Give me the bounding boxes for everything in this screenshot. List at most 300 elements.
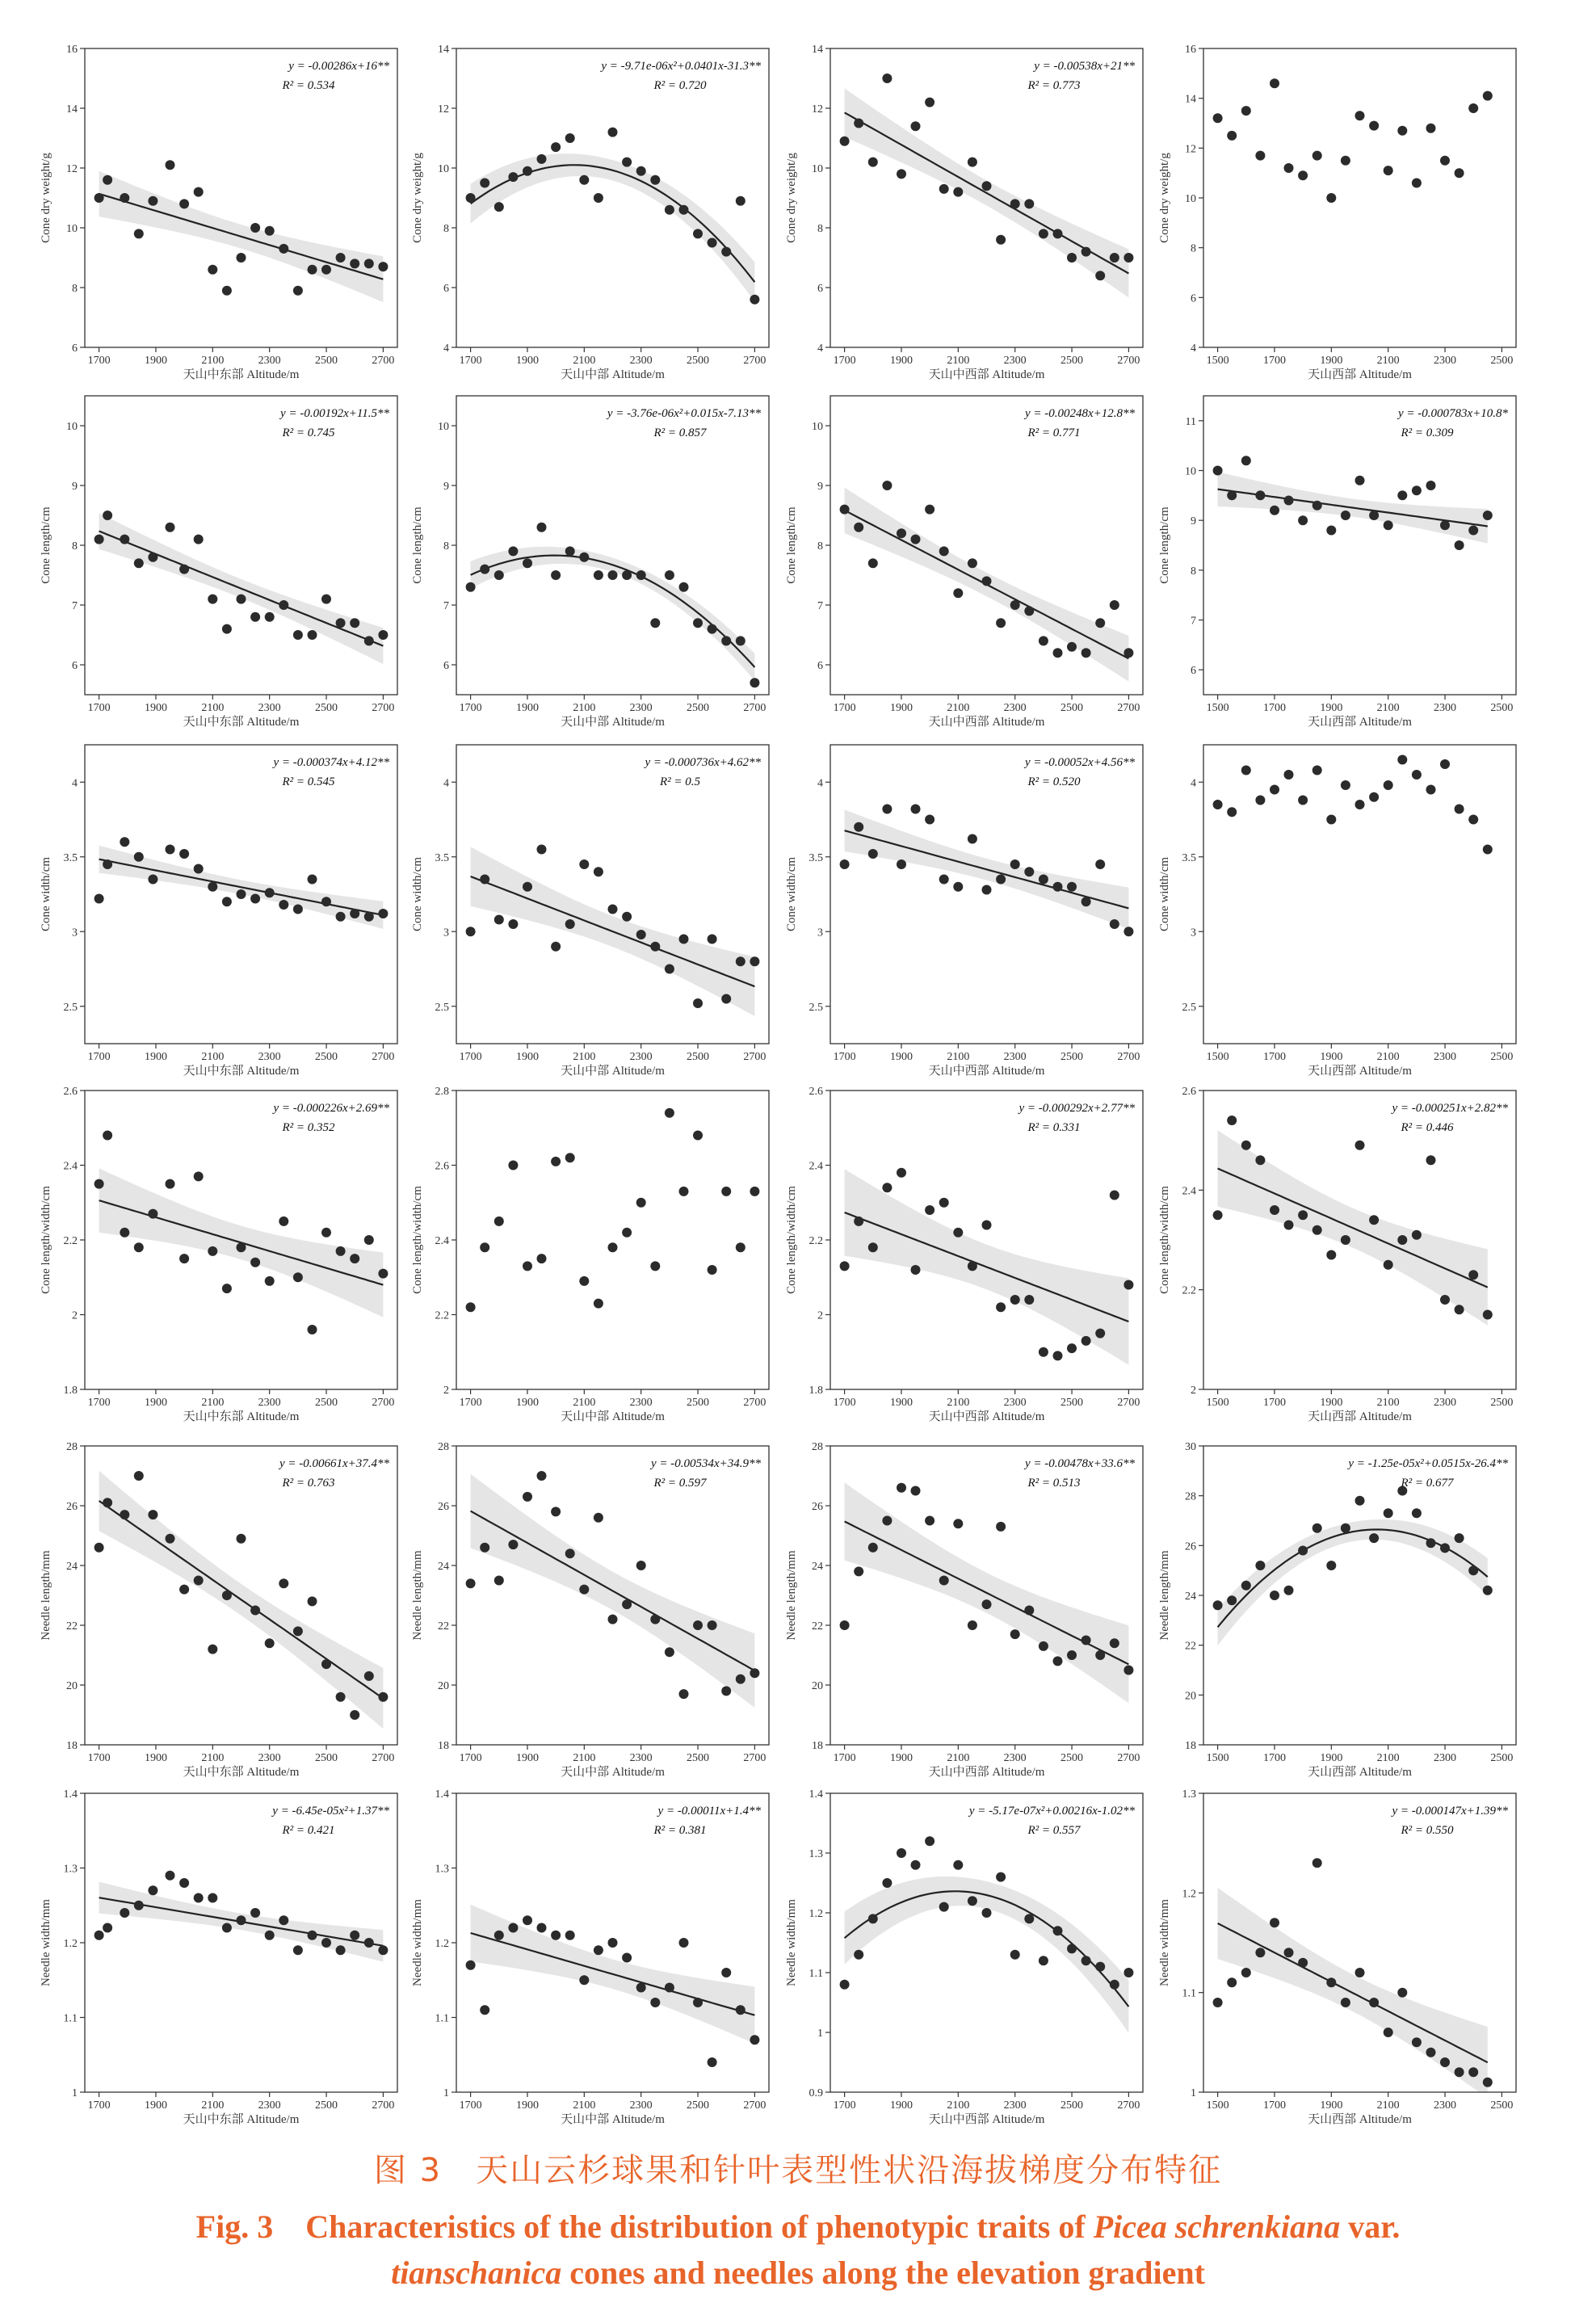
data-point xyxy=(868,558,878,568)
data-point xyxy=(103,511,112,520)
data-point xyxy=(120,193,129,203)
r-squared-label: R² = 0.421 xyxy=(282,1824,335,1837)
data-point xyxy=(94,193,104,203)
data-point xyxy=(1270,78,1279,88)
y-tick-label: 1.4 xyxy=(435,1788,449,1801)
data-point xyxy=(222,1284,232,1293)
data-point xyxy=(750,1187,759,1196)
data-point xyxy=(1326,815,1336,825)
x-tick-label: 2300 xyxy=(1003,1397,1027,1409)
data-point xyxy=(237,253,246,263)
x-tick-label: 2500 xyxy=(1060,1051,1084,1063)
y-tick-label: 4 xyxy=(817,343,823,355)
data-point xyxy=(1241,1968,1251,1977)
data-point xyxy=(1483,1310,1493,1320)
y-tick-label: 10 xyxy=(438,163,449,175)
data-point xyxy=(1039,875,1048,885)
y-tick-label: 1.3 xyxy=(435,1863,449,1876)
x-tick-label: 2500 xyxy=(687,1397,710,1409)
x-tick-label: 2700 xyxy=(743,1397,766,1409)
data-point xyxy=(1067,642,1077,652)
x-tick-label: 2500 xyxy=(1490,355,1514,367)
chart-panel-23 xyxy=(785,1788,1143,2126)
x-tick-label: 2500 xyxy=(315,2099,338,2112)
x-tick-label: 1700 xyxy=(87,1397,111,1409)
data-point xyxy=(537,1471,547,1481)
y-tick-label: 10 xyxy=(66,421,78,433)
regression-equation: y = -1.25e-05x²+0.0515x-26.4** xyxy=(1348,1457,1508,1470)
x-axis-label: 天山中东部 Altitude/m xyxy=(183,1766,300,1779)
y-tick-label: 26 xyxy=(66,1501,78,1513)
x-tick-label: 2700 xyxy=(743,1051,766,1063)
data-point xyxy=(1270,1591,1279,1600)
data-point xyxy=(279,600,288,610)
x-tick-label: 1500 xyxy=(1206,2099,1229,2112)
regression-equation: y = -0.000292x+2.77** xyxy=(1018,1102,1135,1115)
data-point xyxy=(103,1923,112,1933)
x-tick-label: 2500 xyxy=(315,702,338,714)
data-point xyxy=(982,1908,992,1918)
y-tick-label: 2.2 xyxy=(808,1235,823,1247)
data-point xyxy=(1284,163,1294,173)
y-tick-label: 28 xyxy=(438,1441,449,1453)
data-point xyxy=(364,1938,374,1948)
x-tick-label: 2300 xyxy=(1003,702,1027,714)
x-tick-label: 1900 xyxy=(515,1397,539,1409)
y-tick-label: 6 xyxy=(1191,665,1196,678)
x-tick-label: 1700 xyxy=(1262,355,1286,367)
data-point xyxy=(882,1878,892,1888)
x-tick-label: 1700 xyxy=(87,2099,111,2112)
data-point xyxy=(1082,1956,1091,1965)
y-tick-label: 2 xyxy=(817,1309,823,1322)
x-tick-label: 2300 xyxy=(629,702,653,714)
r-squared-label: R² = 0.771 xyxy=(1027,427,1081,439)
data-point xyxy=(968,1620,977,1630)
y-tick-label: 2.6 xyxy=(63,1086,78,1098)
data-point xyxy=(194,1576,204,1586)
x-tick-label: 1500 xyxy=(1206,702,1229,714)
data-point xyxy=(721,247,731,257)
regression-equation: y = -0.00052x+4.56** xyxy=(1024,756,1135,769)
data-point xyxy=(480,1242,489,1252)
data-point xyxy=(925,98,934,107)
data-point xyxy=(1298,796,1308,805)
data-point xyxy=(103,1498,112,1507)
x-tick-label: 2300 xyxy=(1434,355,1457,367)
chart-panel-12 xyxy=(1158,745,1516,1078)
x-tick-label: 1700 xyxy=(459,355,482,367)
x-tick-label: 2100 xyxy=(1376,1051,1400,1063)
data-point xyxy=(650,942,660,952)
data-point xyxy=(636,570,646,580)
x-tick-label: 2100 xyxy=(573,355,596,367)
r-squared-label: R² = 0.745 xyxy=(282,427,335,439)
y-tick-label: 6 xyxy=(817,660,823,672)
x-axis-label: 天山中西部 Altitude/m xyxy=(928,2113,1045,2126)
data-point xyxy=(250,1908,260,1918)
x-tick-label: 1700 xyxy=(1262,1397,1286,1409)
data-point xyxy=(665,964,674,974)
data-point xyxy=(1312,1858,1322,1868)
data-point xyxy=(1468,1565,1478,1575)
data-point xyxy=(968,1896,977,1906)
data-point xyxy=(693,618,703,628)
x-tick-label: 2700 xyxy=(372,1752,395,1764)
x-tick-label: 2700 xyxy=(372,2099,395,2112)
data-point xyxy=(565,1931,575,1940)
y-tick-label: 1.2 xyxy=(63,1938,78,1950)
data-point xyxy=(708,1620,717,1630)
y-tick-label: 8 xyxy=(72,283,78,295)
y-tick-label: 18 xyxy=(66,1740,78,1752)
x-axis-label: 天山中西部 Altitude/m xyxy=(928,1065,1045,1078)
x-tick-label: 1900 xyxy=(144,1051,167,1063)
x-tick-label: 2100 xyxy=(947,355,970,367)
data-point xyxy=(579,1975,589,1985)
data-point xyxy=(939,184,949,194)
data-point xyxy=(1110,1191,1119,1200)
data-point xyxy=(982,885,992,895)
data-point xyxy=(1397,126,1407,136)
data-point xyxy=(939,1576,949,1586)
y-tick-label: 22 xyxy=(812,1620,823,1633)
data-point xyxy=(1053,1926,1063,1935)
data-point xyxy=(537,523,547,532)
data-point xyxy=(1369,1215,1379,1225)
data-point xyxy=(222,897,232,906)
data-point xyxy=(1270,1918,1279,1927)
x-tick-label: 2700 xyxy=(1117,1397,1140,1409)
y-axis-label: Cone length/width/cm xyxy=(411,1186,424,1294)
regression-equation: y = -0.00192x+11.5** xyxy=(280,407,389,420)
data-point xyxy=(840,859,850,869)
data-point xyxy=(208,265,217,275)
chart-panel-4 xyxy=(1158,44,1516,381)
data-point xyxy=(665,1647,674,1657)
data-point xyxy=(996,1522,1006,1532)
chart-panel-24 xyxy=(1158,1788,1516,2126)
x-tick-label: 2500 xyxy=(1490,1051,1514,1063)
x-tick-label: 2700 xyxy=(372,1051,395,1063)
y-tick-label: 3 xyxy=(72,927,78,939)
x-tick-label: 1900 xyxy=(1320,702,1343,714)
y-axis-label: Cone width/cm xyxy=(785,856,798,932)
data-point xyxy=(636,166,646,176)
data-point xyxy=(1397,1235,1407,1245)
data-point xyxy=(736,2005,746,2015)
y-tick-label: 2.8 xyxy=(435,1086,449,1098)
data-point xyxy=(293,1626,303,1636)
x-tick-label: 1900 xyxy=(515,1051,539,1063)
y-tick-label: 24 xyxy=(438,1561,449,1573)
data-point xyxy=(466,1960,476,1970)
data-point xyxy=(120,1908,129,1918)
y-tick-label: 14 xyxy=(1185,93,1196,106)
y-tick-label: 28 xyxy=(66,1441,78,1453)
data-point xyxy=(1039,229,1048,238)
data-point xyxy=(364,1671,374,1681)
data-point xyxy=(94,1179,104,1189)
data-point xyxy=(321,1659,331,1669)
data-point xyxy=(996,875,1006,885)
data-point xyxy=(882,74,892,83)
data-point xyxy=(608,128,618,137)
data-point xyxy=(308,630,317,640)
data-point xyxy=(911,535,921,544)
y-tick-label: 10 xyxy=(812,163,823,175)
data-point xyxy=(1426,124,1436,133)
data-point xyxy=(1095,1650,1105,1660)
x-tick-label: 2100 xyxy=(201,1397,225,1409)
data-point xyxy=(293,286,303,296)
x-tick-label: 2700 xyxy=(1117,1051,1140,1063)
data-point xyxy=(222,1591,232,1600)
data-point xyxy=(1213,1998,1223,2007)
data-point xyxy=(250,223,260,233)
data-point xyxy=(565,546,575,556)
x-tick-label: 2300 xyxy=(629,355,653,367)
data-point xyxy=(565,1549,575,1558)
data-point xyxy=(350,1710,359,1720)
data-point xyxy=(594,1513,603,1523)
y-axis-label: Cone dry weight/g xyxy=(1158,153,1171,243)
x-tick-label: 1500 xyxy=(1206,1397,1229,1409)
data-point xyxy=(1010,1629,1020,1639)
data-point xyxy=(608,1938,618,1948)
data-point xyxy=(364,912,374,922)
y-tick-label: 14 xyxy=(66,103,78,116)
data-point xyxy=(996,1872,1006,1882)
data-point xyxy=(1455,1305,1464,1314)
data-point xyxy=(721,636,731,645)
data-point xyxy=(565,133,575,143)
data-point xyxy=(1369,792,1379,802)
regression-equation: y = -0.00534x+34.9** xyxy=(650,1457,761,1470)
data-point xyxy=(1326,1977,1336,1987)
data-point xyxy=(194,535,204,544)
regression-equation: y = -3.76e-06x²+0.015x-7.13** xyxy=(607,407,761,420)
data-point xyxy=(1010,1295,1020,1305)
y-tick-label: 10 xyxy=(1185,193,1196,205)
x-axis-label: 天山西部 Altitude/m xyxy=(1308,1410,1412,1423)
data-point xyxy=(968,834,977,844)
data-point xyxy=(350,909,359,918)
data-point xyxy=(1053,1351,1063,1360)
x-tick-label: 1900 xyxy=(889,1051,913,1063)
data-point xyxy=(237,889,246,899)
data-point xyxy=(1355,1968,1365,1977)
data-point xyxy=(208,595,217,604)
data-point xyxy=(1227,1116,1237,1125)
data-point xyxy=(466,1578,476,1588)
x-tick-label: 2500 xyxy=(315,1051,338,1063)
x-tick-label: 1700 xyxy=(833,355,856,367)
chart-panel-6 xyxy=(411,396,769,729)
y-tick-label: 18 xyxy=(1185,1740,1196,1752)
chart-panel-2 xyxy=(411,44,769,381)
x-tick-label: 2300 xyxy=(258,702,281,714)
y-tick-label: 7 xyxy=(443,600,449,612)
y-tick-label: 4 xyxy=(1191,777,1196,790)
data-point xyxy=(911,1860,921,1870)
data-point xyxy=(480,179,489,188)
data-point xyxy=(1124,253,1133,263)
x-tick-label: 2300 xyxy=(629,1051,653,1063)
data-point xyxy=(953,1519,963,1528)
data-point xyxy=(1412,485,1422,495)
data-point xyxy=(350,618,359,628)
data-point xyxy=(166,160,175,170)
regression-equation: y = -0.00248x+12.8** xyxy=(1024,407,1135,420)
data-point xyxy=(1468,815,1478,825)
y-tick-label: 1.1 xyxy=(63,2012,78,2025)
y-tick-label: 1.1 xyxy=(808,1968,823,1980)
data-point xyxy=(1369,511,1379,520)
x-tick-label: 1700 xyxy=(459,1051,482,1063)
x-tick-label: 1700 xyxy=(1262,2099,1286,2112)
x-tick-label: 2300 xyxy=(1003,2099,1027,2112)
data-point xyxy=(1284,496,1294,506)
x-tick-label: 2500 xyxy=(1060,1752,1084,1764)
x-tick-label: 1700 xyxy=(833,2099,856,2112)
x-tick-label: 2300 xyxy=(258,2099,281,2112)
fit-line xyxy=(1218,1923,1488,2062)
data-point xyxy=(1082,1336,1091,1346)
x-tick-label: 2300 xyxy=(1434,2099,1457,2112)
y-tick-label: 18 xyxy=(438,1740,449,1752)
data-point xyxy=(1255,151,1265,161)
data-point xyxy=(1213,113,1223,123)
figure-caption-english-line1 xyxy=(0,2201,1596,2247)
r-squared-label: R² = 0.446 xyxy=(1401,1121,1454,1134)
data-point xyxy=(679,582,689,592)
x-tick-label: 1900 xyxy=(144,702,167,714)
y-axis-label: Needle length/mm xyxy=(1158,1550,1171,1641)
x-tick-label: 2100 xyxy=(1376,1397,1400,1409)
x-axis-label: 天山西部 Altitude/m xyxy=(1308,368,1412,381)
chart-panel-17 xyxy=(40,1441,397,1779)
y-tick-label: 24 xyxy=(66,1561,78,1573)
chart-panel-13 xyxy=(40,1086,397,1423)
data-point xyxy=(1039,1347,1048,1357)
data-point xyxy=(622,1953,632,1963)
y-tick-label: 3.5 xyxy=(808,851,823,864)
data-point xyxy=(1412,179,1422,188)
x-axis-label: 天山西部 Altitude/m xyxy=(1308,1766,1412,1779)
y-tick-label: 3.5 xyxy=(63,851,78,864)
data-point xyxy=(882,1183,892,1192)
data-point xyxy=(166,845,175,855)
y-axis-label: Needle width/mm xyxy=(1158,1899,1171,1986)
data-point xyxy=(1440,759,1450,769)
x-tick-label: 2300 xyxy=(258,355,281,367)
data-point xyxy=(350,1254,359,1263)
regression-equation: y = -0.00661x+37.4** xyxy=(279,1457,389,1470)
data-point xyxy=(94,1543,104,1553)
y-tick-label: 26 xyxy=(812,1501,823,1513)
data-point xyxy=(882,805,892,814)
data-point xyxy=(1024,199,1034,208)
chart-panel-9 xyxy=(40,745,397,1078)
y-tick-label: 1 xyxy=(443,2087,449,2099)
y-tick-label: 8 xyxy=(1191,565,1196,578)
data-point xyxy=(1440,520,1450,530)
x-tick-label: 1700 xyxy=(459,702,482,714)
data-point xyxy=(208,882,217,892)
y-tick-label: 16 xyxy=(66,44,78,56)
y-tick-label: 3 xyxy=(443,927,449,939)
data-point xyxy=(364,636,374,645)
data-point xyxy=(1440,2057,1450,2067)
data-point xyxy=(1412,2037,1422,2047)
data-point xyxy=(1341,156,1350,166)
x-tick-label: 1700 xyxy=(833,702,856,714)
data-point xyxy=(551,1931,561,1940)
x-tick-label: 2500 xyxy=(687,2099,710,2112)
data-point xyxy=(968,1261,977,1271)
chart-panel-14 xyxy=(411,1086,769,1423)
y-tick-label: 6 xyxy=(443,283,449,295)
data-point xyxy=(523,882,532,892)
data-point xyxy=(120,535,129,544)
data-point xyxy=(1326,1250,1336,1260)
x-tick-label: 1900 xyxy=(1320,1397,1343,1409)
y-axis-label: Cone dry weight/g xyxy=(40,153,52,243)
data-point xyxy=(1312,1523,1322,1533)
data-point xyxy=(594,570,603,580)
data-point xyxy=(279,1217,288,1226)
data-point xyxy=(868,1543,878,1553)
data-point xyxy=(466,1302,476,1312)
y-tick-label: 1 xyxy=(817,2028,823,2040)
data-point xyxy=(953,882,963,892)
data-point xyxy=(1440,156,1450,166)
data-point xyxy=(166,1871,175,1881)
data-point xyxy=(350,1931,359,1940)
y-tick-label: 4 xyxy=(443,343,449,355)
r-squared-label: R² = 0.857 xyxy=(653,427,707,439)
x-tick-label: 2100 xyxy=(573,1051,596,1063)
data-point xyxy=(494,1931,504,1940)
data-point xyxy=(1483,845,1493,855)
data-point xyxy=(1082,648,1091,658)
data-point xyxy=(1270,1205,1279,1215)
data-point xyxy=(897,859,906,869)
data-point xyxy=(708,624,717,634)
chart-panel-1 xyxy=(40,44,397,381)
y-tick-label: 1.3 xyxy=(1182,1788,1196,1801)
data-point xyxy=(1426,1538,1436,1548)
y-tick-label: 1.1 xyxy=(1182,1987,1196,2000)
x-tick-label: 1500 xyxy=(1206,1051,1229,1063)
data-point xyxy=(868,1242,878,1252)
data-point xyxy=(1124,1968,1133,1977)
y-tick-label: 12 xyxy=(438,103,449,116)
data-point xyxy=(1440,1295,1450,1305)
x-tick-label: 1900 xyxy=(1320,1051,1343,1063)
y-axis-label: Cone width/cm xyxy=(411,856,424,932)
data-point xyxy=(1255,490,1265,500)
x-tick-label: 1700 xyxy=(87,1051,111,1063)
data-point xyxy=(1095,859,1105,869)
y-tick-label: 8 xyxy=(1191,242,1196,255)
data-point xyxy=(721,1686,731,1696)
x-tick-label: 2700 xyxy=(1117,702,1140,714)
data-point xyxy=(897,1483,906,1493)
x-tick-label: 2500 xyxy=(315,1752,338,1764)
data-point xyxy=(179,1878,189,1888)
